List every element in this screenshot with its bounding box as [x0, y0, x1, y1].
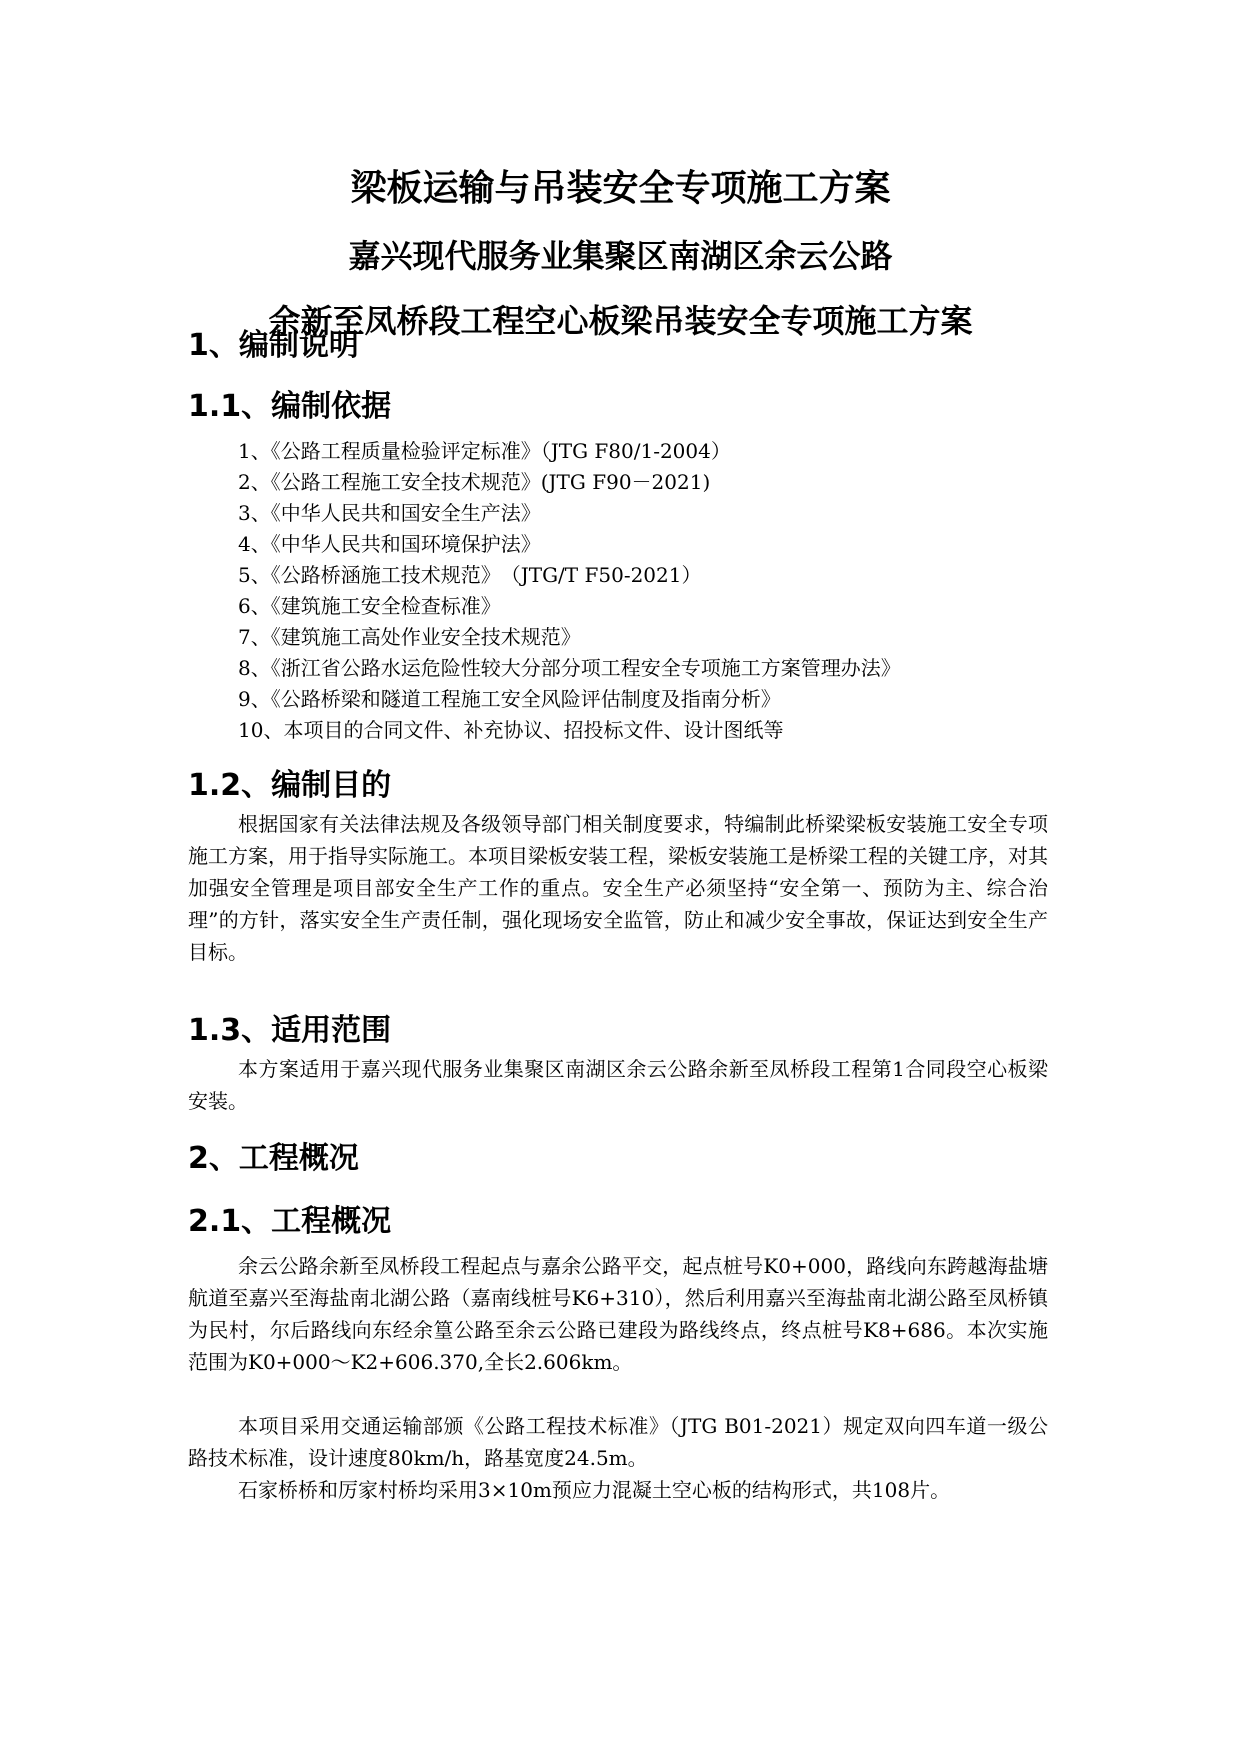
- overview-paragraph-1: 余云公路余新至凤桥段工程起点与嘉余公路平交，起点桩号K0+000，路线向东跨越海盐塘航道至嘉兴至海盐南北湖公路（嘉南线桩号K6+310），然后利用嘉兴至海盐南北湖公路至凤桥镇为民村，尔后路线向东经余篁公路至余云公路已建段为路线终点，终点桩号K8+686。本次实施范围为K0+000～K2+606.370,全长2.606km。: [188, 1254, 1048, 1374]
- reference-item: 7、《建筑施工高处作业安全技术规范》: [238, 625, 581, 649]
- overview-paragraph-2: 本项目采用交通运输部颁《公路工程技术标准》（JTG B01-2021）规定双向四车道一级公路技术标准，设计速度80km/h，路基宽度24.5m。: [188, 1414, 1048, 1470]
- reference-item: 6、《建筑施工安全检查标准》: [238, 594, 501, 618]
- section-heading-1-1: 1.1、编制依据: [188, 389, 392, 424]
- purpose-paragraph: 根据国家有关法律法规及各级领导部门相关制度要求，特编制此桥梁梁板安装施工安全专项施工方案，用于指导实际施工。本项目梁板安装工程，梁板安装施工是桥梁工程的关键工序，对其加强安全管理是项目部安全生产工作的重点。安全生产必须坚持“安全第一、预防为主、综合治理”的方针，落实安全生产责任制，强化现场安全监管，防止和减少安全事故，保证达到安全生产目标。: [188, 812, 1048, 964]
- project-title-line-2: 余新至凤桥段工程空心板梁吊装安全专项施工方案: [268, 302, 973, 340]
- section-heading-1-3: 1.3、适用范围: [188, 1013, 392, 1048]
- reference-item: 8、《浙江省公路水运危险性较大分部分项工程安全专项施工方案管理办法》: [238, 656, 901, 680]
- reference-item: 4、《中华人民共和国环境保护法》: [238, 532, 541, 556]
- reference-item: 3、《中华人民共和国安全生产法》: [238, 501, 541, 525]
- reference-item: 9、《公路桥梁和隧道工程施工安全风险评估制度及指南分析》: [238, 687, 781, 711]
- reference-item: 5、《公路桥涵施工技术规范》 （JTG/T F50-2021）: [238, 563, 702, 587]
- section-heading-1-2: 1.2、编制目的: [188, 768, 392, 803]
- document-title: 梁板运输与吊装安全专项施工方案: [350, 168, 891, 209]
- section-heading-1: 1、编制说明: [188, 328, 359, 363]
- reference-item: 2、《公路工程施工安全技术规范》(JTG F90－2021): [238, 470, 711, 494]
- reference-item: 10、本项目的合同文件、补充协议、招投标文件、设计图纸等: [238, 718, 784, 742]
- reference-item: 1、《公路工程质量检验评定标准》（JTG F80/1-2004）: [238, 439, 731, 463]
- project-title-line-1: 嘉兴现代服务业集聚区南湖区余云公路: [348, 237, 893, 275]
- section-heading-2: 2、工程概况: [188, 1141, 359, 1176]
- overview-paragraph-3: 石家桥桥和厉家村桥均采用3×10m预应力混凝土空心板的结构形式，共108片。: [238, 1478, 951, 1502]
- section-heading-2-1: 2.1、工程概况: [188, 1204, 392, 1239]
- scope-paragraph: 本方案适用于嘉兴现代服务业集聚区南湖区余云公路余新至凤桥段工程第1合同段空心板梁安装。: [188, 1057, 1048, 1113]
